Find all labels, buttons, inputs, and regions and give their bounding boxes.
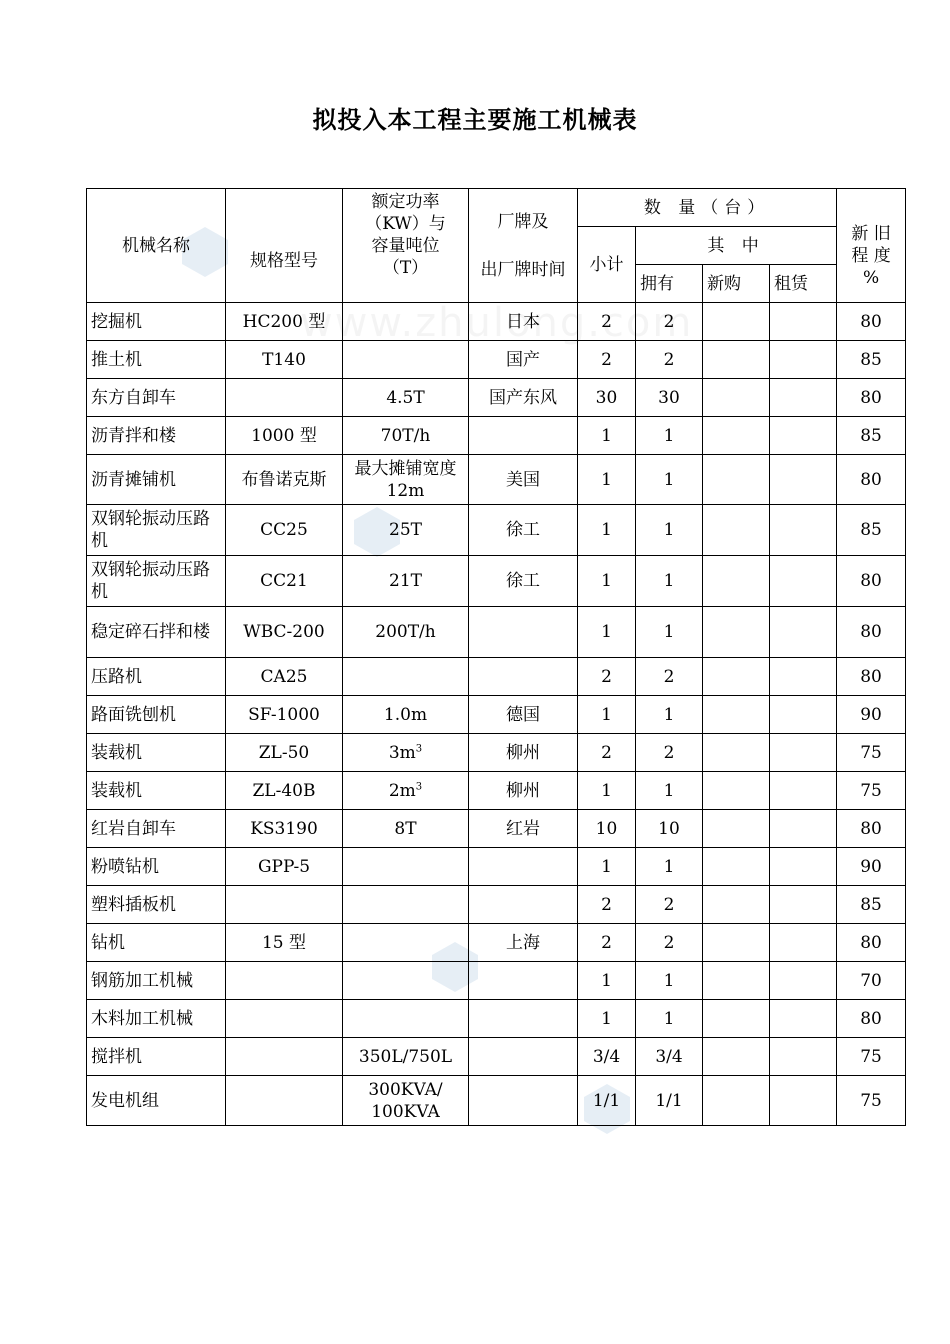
cell-owned: 1 xyxy=(636,962,703,1000)
cell-name: 钻机 xyxy=(87,924,226,962)
cell-rent xyxy=(770,848,837,886)
cell-degree: 75 xyxy=(837,734,906,772)
cell-rent xyxy=(770,772,837,810)
cell-brand: 柳州 xyxy=(469,734,578,772)
cell-power xyxy=(343,658,469,696)
cell-subtotal: 2 xyxy=(578,734,636,772)
table-row xyxy=(87,1038,906,1076)
cell-subtotal: 1 xyxy=(578,455,636,505)
cell-brand: 红岩 xyxy=(469,810,578,848)
cell-brand: 柳州 xyxy=(469,772,578,810)
table-row xyxy=(87,924,906,962)
cell-power: 350L/750L xyxy=(343,1038,469,1076)
cell-owned: 1 xyxy=(636,417,703,455)
cell-owned: 10 xyxy=(636,810,703,848)
cell-degree: 80 xyxy=(837,455,906,505)
cell-model: ZL-40B xyxy=(226,772,343,810)
cell-rent xyxy=(770,607,837,658)
cell-brand: 日本 xyxy=(469,303,578,341)
cell-subtotal: 1 xyxy=(578,556,636,607)
table-row xyxy=(87,505,906,556)
cell-model: T140 xyxy=(226,341,343,379)
cell-brand: 徐工 xyxy=(469,505,578,556)
cell-rent xyxy=(770,417,837,455)
cell-degree: 90 xyxy=(837,848,906,886)
cell-name: 发电机组 xyxy=(87,1076,226,1126)
cell-subtotal: 10 xyxy=(578,810,636,848)
machinery-table xyxy=(86,188,906,1126)
cell-name: 双钢轮振动压路机 xyxy=(87,556,226,607)
cell-model: GPP-5 xyxy=(226,848,343,886)
cell-model: HC200 型 xyxy=(226,303,343,341)
cell-model: KS3190 xyxy=(226,810,343,848)
header-power: 额定功率（KW）与 容量吨位 （T） xyxy=(343,189,469,303)
cell-owned: 1 xyxy=(636,1000,703,1038)
cell-degree: 90 xyxy=(837,696,906,734)
cell-name: 东方自卸车 xyxy=(87,379,226,417)
table-row xyxy=(87,772,906,810)
cell-subtotal: 2 xyxy=(578,924,636,962)
cell-new-buy xyxy=(703,886,770,924)
table-row xyxy=(87,962,906,1000)
cell-degree: 80 xyxy=(837,379,906,417)
cell-subtotal: 2 xyxy=(578,886,636,924)
cell-subtotal: 2 xyxy=(578,341,636,379)
cell-power: 300KVA/ 100KVA xyxy=(343,1076,469,1126)
cell-brand xyxy=(469,658,578,696)
cell-new-buy xyxy=(703,734,770,772)
cell-rent xyxy=(770,1076,837,1126)
cell-brand xyxy=(469,1000,578,1038)
cell-model xyxy=(226,1000,343,1038)
cell-owned: 1/1 xyxy=(636,1076,703,1126)
header-brand: 厂牌及 出厂牌时间 xyxy=(469,189,578,303)
cell-power xyxy=(343,886,469,924)
cell-new-buy xyxy=(703,417,770,455)
cell-degree: 80 xyxy=(837,810,906,848)
cell-owned: 2 xyxy=(636,341,703,379)
cell-name: 沥青摊铺机 xyxy=(87,455,226,505)
cell-subtotal: 1 xyxy=(578,848,636,886)
cell-new-buy xyxy=(703,848,770,886)
cell-rent xyxy=(770,505,837,556)
cell-new-buy xyxy=(703,1038,770,1076)
cell-brand: 国产 xyxy=(469,341,578,379)
cell-new-buy xyxy=(703,772,770,810)
cell-model: ZL-50 xyxy=(226,734,343,772)
cell-model: WBC-200 xyxy=(226,607,343,658)
cell-power xyxy=(343,1000,469,1038)
cell-name: 搅拌机 xyxy=(87,1038,226,1076)
cell-name: 双钢轮振动压路机 xyxy=(87,505,226,556)
cell-new-buy xyxy=(703,379,770,417)
cell-model: CC25 xyxy=(226,505,343,556)
header-new-buy: 新购 xyxy=(703,265,770,303)
header-model: 规格型号 xyxy=(226,189,343,303)
cell-brand: 徐工 xyxy=(469,556,578,607)
cell-brand: 德国 xyxy=(469,696,578,734)
cell-model: 15 型 xyxy=(226,924,343,962)
cell-owned: 30 xyxy=(636,379,703,417)
cell-degree: 70 xyxy=(837,962,906,1000)
cell-subtotal: 1/1 xyxy=(578,1076,636,1126)
header-degree: 新 旧 程 度 % xyxy=(837,189,906,303)
cell-name: 路面铣刨机 xyxy=(87,696,226,734)
cell-degree: 85 xyxy=(837,886,906,924)
cell-name: 推土机 xyxy=(87,341,226,379)
table-row xyxy=(87,810,906,848)
cell-new-buy xyxy=(703,696,770,734)
cell-new-buy xyxy=(703,1076,770,1126)
cell-power: 21T xyxy=(343,556,469,607)
cell-rent xyxy=(770,556,837,607)
table-row xyxy=(87,455,906,505)
cell-degree: 75 xyxy=(837,1076,906,1126)
cell-brand xyxy=(469,886,578,924)
cell-brand xyxy=(469,1076,578,1126)
cell-brand: 美国 xyxy=(469,455,578,505)
cell-new-buy xyxy=(703,810,770,848)
cell-name: 稳定碎石拌和楼 xyxy=(87,607,226,658)
cell-new-buy xyxy=(703,505,770,556)
table-row xyxy=(87,1076,906,1126)
cell-rent xyxy=(770,810,837,848)
cell-subtotal: 2 xyxy=(578,303,636,341)
cell-brand xyxy=(469,417,578,455)
cell-rent xyxy=(770,886,837,924)
cell-owned: 2 xyxy=(636,303,703,341)
cell-brand: 国产东风 xyxy=(469,379,578,417)
cell-brand: 上海 xyxy=(469,924,578,962)
cell-owned: 3/4 xyxy=(636,1038,703,1076)
cell-subtotal: 30 xyxy=(578,379,636,417)
cell-name: 红岩自卸车 xyxy=(87,810,226,848)
cell-subtotal: 1 xyxy=(578,417,636,455)
cell-degree: 80 xyxy=(837,556,906,607)
cell-rent xyxy=(770,379,837,417)
table-row xyxy=(87,734,906,772)
cell-subtotal: 2 xyxy=(578,658,636,696)
table-row xyxy=(87,417,906,455)
cell-model xyxy=(226,962,343,1000)
cell-rent xyxy=(770,734,837,772)
cell-model: 1000 型 xyxy=(226,417,343,455)
cell-owned: 2 xyxy=(636,924,703,962)
page-title: 拟投入本工程主要施工机械表 xyxy=(312,106,638,134)
cell-degree: 85 xyxy=(837,505,906,556)
cell-subtotal: 1 xyxy=(578,772,636,810)
cell-new-buy xyxy=(703,341,770,379)
table-row xyxy=(87,848,906,886)
cell-degree: 85 xyxy=(837,341,906,379)
cell-power xyxy=(343,924,469,962)
header-subtotal: 小计 xyxy=(578,227,636,303)
cell-name: 压路机 xyxy=(87,658,226,696)
cell-degree: 85 xyxy=(837,417,906,455)
cell-rent xyxy=(770,696,837,734)
header-name: 机械名称 xyxy=(87,189,226,303)
cell-model: CC21 xyxy=(226,556,343,607)
cell-model: CA25 xyxy=(226,658,343,696)
cell-power: 70T/h xyxy=(343,417,469,455)
cell-power xyxy=(343,341,469,379)
header-among: 其 中 xyxy=(636,227,837,265)
cell-new-buy xyxy=(703,303,770,341)
cell-degree: 80 xyxy=(837,607,906,658)
cell-new-buy xyxy=(703,455,770,505)
cell-name: 钢筋加工机械 xyxy=(87,962,226,1000)
cell-subtotal: 1 xyxy=(578,696,636,734)
cell-owned: 2 xyxy=(636,886,703,924)
cell-new-buy xyxy=(703,658,770,696)
cell-power xyxy=(343,848,469,886)
table-row xyxy=(87,556,906,607)
cell-name: 装载机 xyxy=(87,734,226,772)
cell-degree: 80 xyxy=(837,924,906,962)
cell-owned: 1 xyxy=(636,556,703,607)
cell-subtotal: 1 xyxy=(578,505,636,556)
cell-degree: 80 xyxy=(837,658,906,696)
cell-owned: 2 xyxy=(636,734,703,772)
cell-degree: 80 xyxy=(837,303,906,341)
cell-model xyxy=(226,1076,343,1126)
table-row xyxy=(87,379,906,417)
table-row xyxy=(87,696,906,734)
cell-power: 8T xyxy=(343,810,469,848)
cell-new-buy xyxy=(703,962,770,1000)
cell-subtotal: 1 xyxy=(578,607,636,658)
cell-degree: 80 xyxy=(837,1000,906,1038)
header-rent: 租赁 xyxy=(770,265,837,303)
cell-power: 200T/h xyxy=(343,607,469,658)
table-row xyxy=(87,607,906,658)
table-row xyxy=(87,658,906,696)
cell-model: SF-1000 xyxy=(226,696,343,734)
cell-model xyxy=(226,379,343,417)
table-row xyxy=(87,341,906,379)
cell-power: 1.0m xyxy=(343,696,469,734)
cell-model xyxy=(226,886,343,924)
table-row xyxy=(87,886,906,924)
cell-rent xyxy=(770,455,837,505)
table-row xyxy=(87,303,906,341)
cell-brand xyxy=(469,1038,578,1076)
cell-rent xyxy=(770,303,837,341)
cell-name: 木料加工机械 xyxy=(87,1000,226,1038)
cell-name: 沥青拌和楼 xyxy=(87,417,226,455)
cell-brand xyxy=(469,848,578,886)
cell-degree: 75 xyxy=(837,1038,906,1076)
cell-rent xyxy=(770,924,837,962)
cell-degree: 75 xyxy=(837,772,906,810)
cell-power: 4.5T xyxy=(343,379,469,417)
cell-model xyxy=(226,1038,343,1076)
cell-name: 挖掘机 xyxy=(87,303,226,341)
cell-power: $3m^3$ xyxy=(343,734,469,772)
cell-owned: 1 xyxy=(636,505,703,556)
cell-subtotal: 1 xyxy=(578,962,636,1000)
cell-subtotal: 3/4 xyxy=(578,1038,636,1076)
cell-new-buy xyxy=(703,1000,770,1038)
cell-power xyxy=(343,962,469,1000)
cell-power: 25T xyxy=(343,505,469,556)
table-row xyxy=(87,1000,906,1038)
cell-owned: 1 xyxy=(636,696,703,734)
cell-owned: 1 xyxy=(636,455,703,505)
cell-owned: 1 xyxy=(636,607,703,658)
cell-new-buy xyxy=(703,924,770,962)
cell-power xyxy=(343,303,469,341)
cell-power: 最大摊铺宽度12m xyxy=(343,455,469,505)
cell-new-buy xyxy=(703,556,770,607)
cell-name: 装载机 xyxy=(87,772,226,810)
cell-owned: 1 xyxy=(636,848,703,886)
cell-name: 粉喷钻机 xyxy=(87,848,226,886)
cell-owned: 2 xyxy=(636,658,703,696)
cell-brand xyxy=(469,607,578,658)
cell-rent xyxy=(770,341,837,379)
cell-name: 塑料插板机 xyxy=(87,886,226,924)
cell-subtotal: 1 xyxy=(578,1000,636,1038)
cell-new-buy xyxy=(703,607,770,658)
cell-brand xyxy=(469,962,578,1000)
header-quantity: 数 量（台） xyxy=(578,189,837,227)
cell-rent xyxy=(770,658,837,696)
cell-rent xyxy=(770,1000,837,1038)
cell-rent xyxy=(770,1038,837,1076)
cell-model: 布鲁诺克斯 xyxy=(226,455,343,505)
cell-rent xyxy=(770,962,837,1000)
cell-power: $2m^3$ xyxy=(343,772,469,810)
header-owned: 拥有 xyxy=(636,265,703,303)
cell-owned: 1 xyxy=(636,772,703,810)
